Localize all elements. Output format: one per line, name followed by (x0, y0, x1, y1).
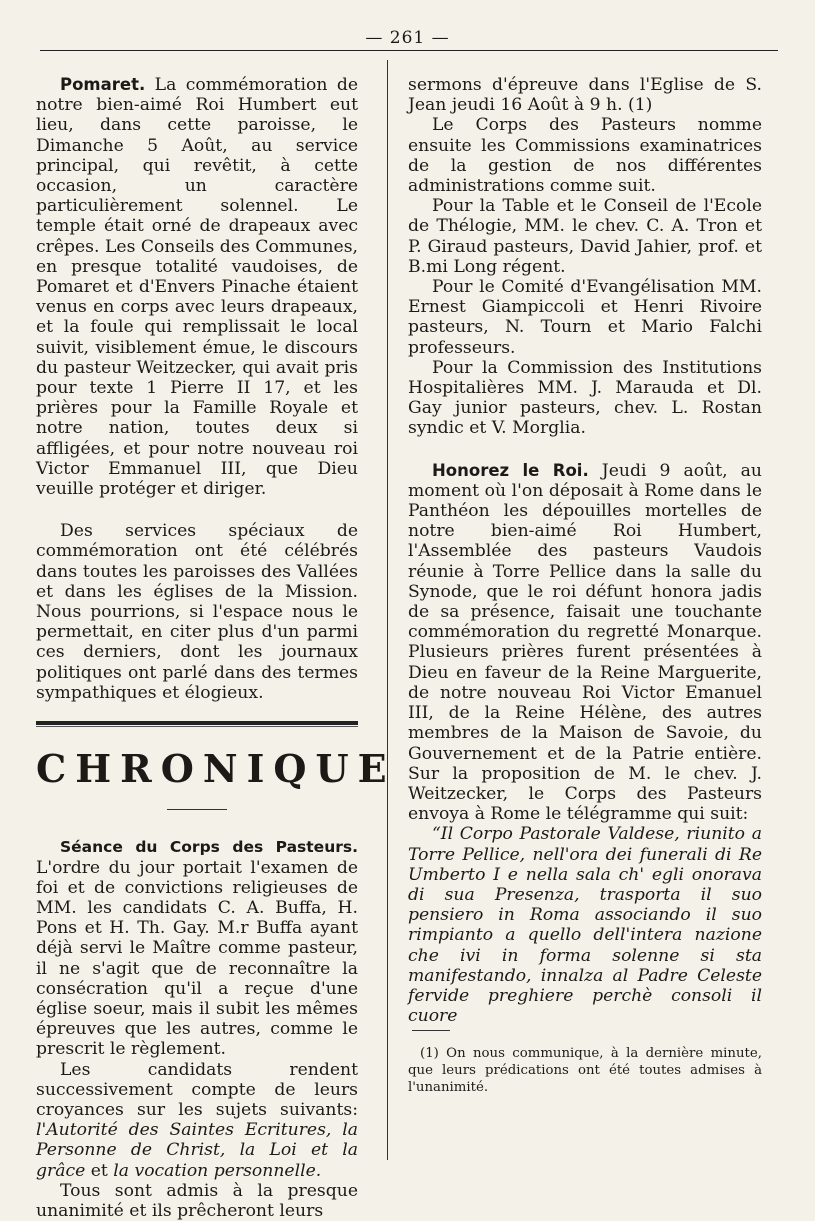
pomaret-heading: Pomaret. (60, 75, 146, 94)
candidats-italic-2: la vocation personnelle. (113, 1160, 322, 1181)
seance-body: L'ordre du jour portait l'examen de foi et de convictions religieuses de MM. les candidats C. A. Buffa, H. Pons et H. Th. Gay. M.r Buffa ayant déjà servi le Maître comme pasteur, il ne s'agit que de reconnaître la consécration qu'il a reçue d'une église soeur, mais il subit les mêmes épreuves que les autres, comme le prescrit le règlement. (36, 857, 358, 1060)
chronique-heading: CHRONIQUE (36, 746, 396, 792)
left-column (36, 75, 396, 1221)
honorez-paragraph (408, 461, 762, 825)
footnote-rule (412, 1030, 450, 1031)
header-rule (40, 50, 778, 51)
commission-paragraph: Pour la Commission des Institutions Hospitalières MM. J. Marauda et Dl. Gay junior pasteurs, chev. L. Rostan syndic et V. Morglia. (408, 357, 762, 439)
comite-paragraph: Pour le Comité d'Evangélisation MM. Ernest Giampiccoli et Henri Rivoire pasteurs, N. Tourn et Mario Falchi professeurs. (408, 277, 762, 358)
column-divider (387, 60, 388, 1160)
section-rule (36, 721, 358, 727)
corps-paragraph: Le Corps des Pasteurs nomme ensuite les Commissions examinatrices de la gestion de nos différentes administrations comme suit. (408, 115, 762, 197)
seance-heading: Séance du Corps des Pasteurs. (60, 838, 358, 857)
candidats-body-b: et (85, 1160, 114, 1181)
ornament-divider (36, 799, 358, 819)
footnote: (1) On nous communique, à la dernière minute, que leurs prédications ont été toutes admises à l'unanimité. (408, 1046, 762, 1096)
telegram-paragraph: “Il Corpo Pastorale Valdese, riunito a Torre Pellice, nell'ora dei funerali di Re Umberto I e nella sala ch' egli onorava di sua Presenza, trasporta il suo pensiero in Roma associando il suo rimpianto a quello dell'intera nazione che ivi in forma solenne si sta manifestando, innalza al Padre Celeste fervide preghiere perchè consoli il cuore (408, 824, 762, 1027)
right-column (408, 75, 762, 1096)
sermons-paragraph: sermons d'épreuve dans l'Eglise de S. Jean jeudi 16 Août à 9 h. (1) (408, 75, 762, 116)
honorez-body: Jeudi 9 août, au moment où l'on déposait à Rome dans le Panthéon les dépouilles mortelles de notre bien-aimé Roi Humbert, l'Assemblée des pasteurs Vaudois réunie à Torre Pellice dans la salle du Synode, que le roi défunt honora jadis de sa présence, faisait une touchante commémoration du regretté Monarque. Plusieurs prières furent présentées à Dieu en faveur de la Reine Marguerite, de notre nouveau Roi Victor Emanuel III, de la Reine Hélène, des autres membres de la Maison de Savoie, du Gouvernement et de la Patrie entière. Sur la proposition de M. le chev. J. Weitzecker, le Corps des Pasteurs envoya à Rome le télégramme qui suit: (408, 460, 762, 825)
candidats-paragraph (36, 1060, 358, 1181)
candidats-italic-1: l'Autorité des Saintes Ecritures, la Personne de Christ, la Loi et la grâce (36, 1120, 358, 1181)
services-paragraph: Des services spéciaux de commémoration ont été célébrés dans toutes les paroisses des Vallées et dans les églises de la Mission. Nous pourrions, si l'espace nous le permettait, en citer plus d'un parmi ces derniers, dont les journaux politiques ont parlé dans des termes sympathiques et élogieux. (36, 521, 358, 703)
seance-paragraph (36, 837, 358, 1059)
tous-paragraph: Tous sont admis à la presque unanimité et ils prêcheront leurs (36, 1180, 358, 1221)
candidats-body-a: Les candidats rendent successivement compte de leurs croyances sur les sujets suivants: (36, 1059, 358, 1120)
honorez-heading: Honorez le Roi. (432, 460, 589, 480)
table-paragraph: Pour la Table et le Conseil de l'Ecole de Thélogie, MM. le chev. C. A. Tron et P. Giraud pasteurs, David Jahier, prof. et B.mi Long régent. (408, 196, 762, 277)
pomaret-paragraph (36, 75, 358, 499)
page-number: — 261 — (365, 28, 450, 48)
pomaret-body: La commémoration de notre bien-aimé Roi Humbert eut lieu, dans cette paroisse, le Dimanche 5 Août, au service principal, qui revêtit, à cette occasion, un caractère particulièrement solennel. Le temple était orné de drapeaux avec crêpes. Les Conseils des Communes, en presque totalité vaudoises, de Pomaret et d'Envers Pinache étaient venus en corps avec leurs drapeaux, et la foule qui remplissait le local suivit, visiblement émue, le discours du pasteur Weitzecker, qui avait pris pour texte 1 Pierre II 17, et les prières pour la Famille Royale et notre nation, toutes deux si affligées, et pour notre nouveau roi Victor Emmanuel III, que Dieu veuille protéger et diriger. (36, 75, 358, 500)
